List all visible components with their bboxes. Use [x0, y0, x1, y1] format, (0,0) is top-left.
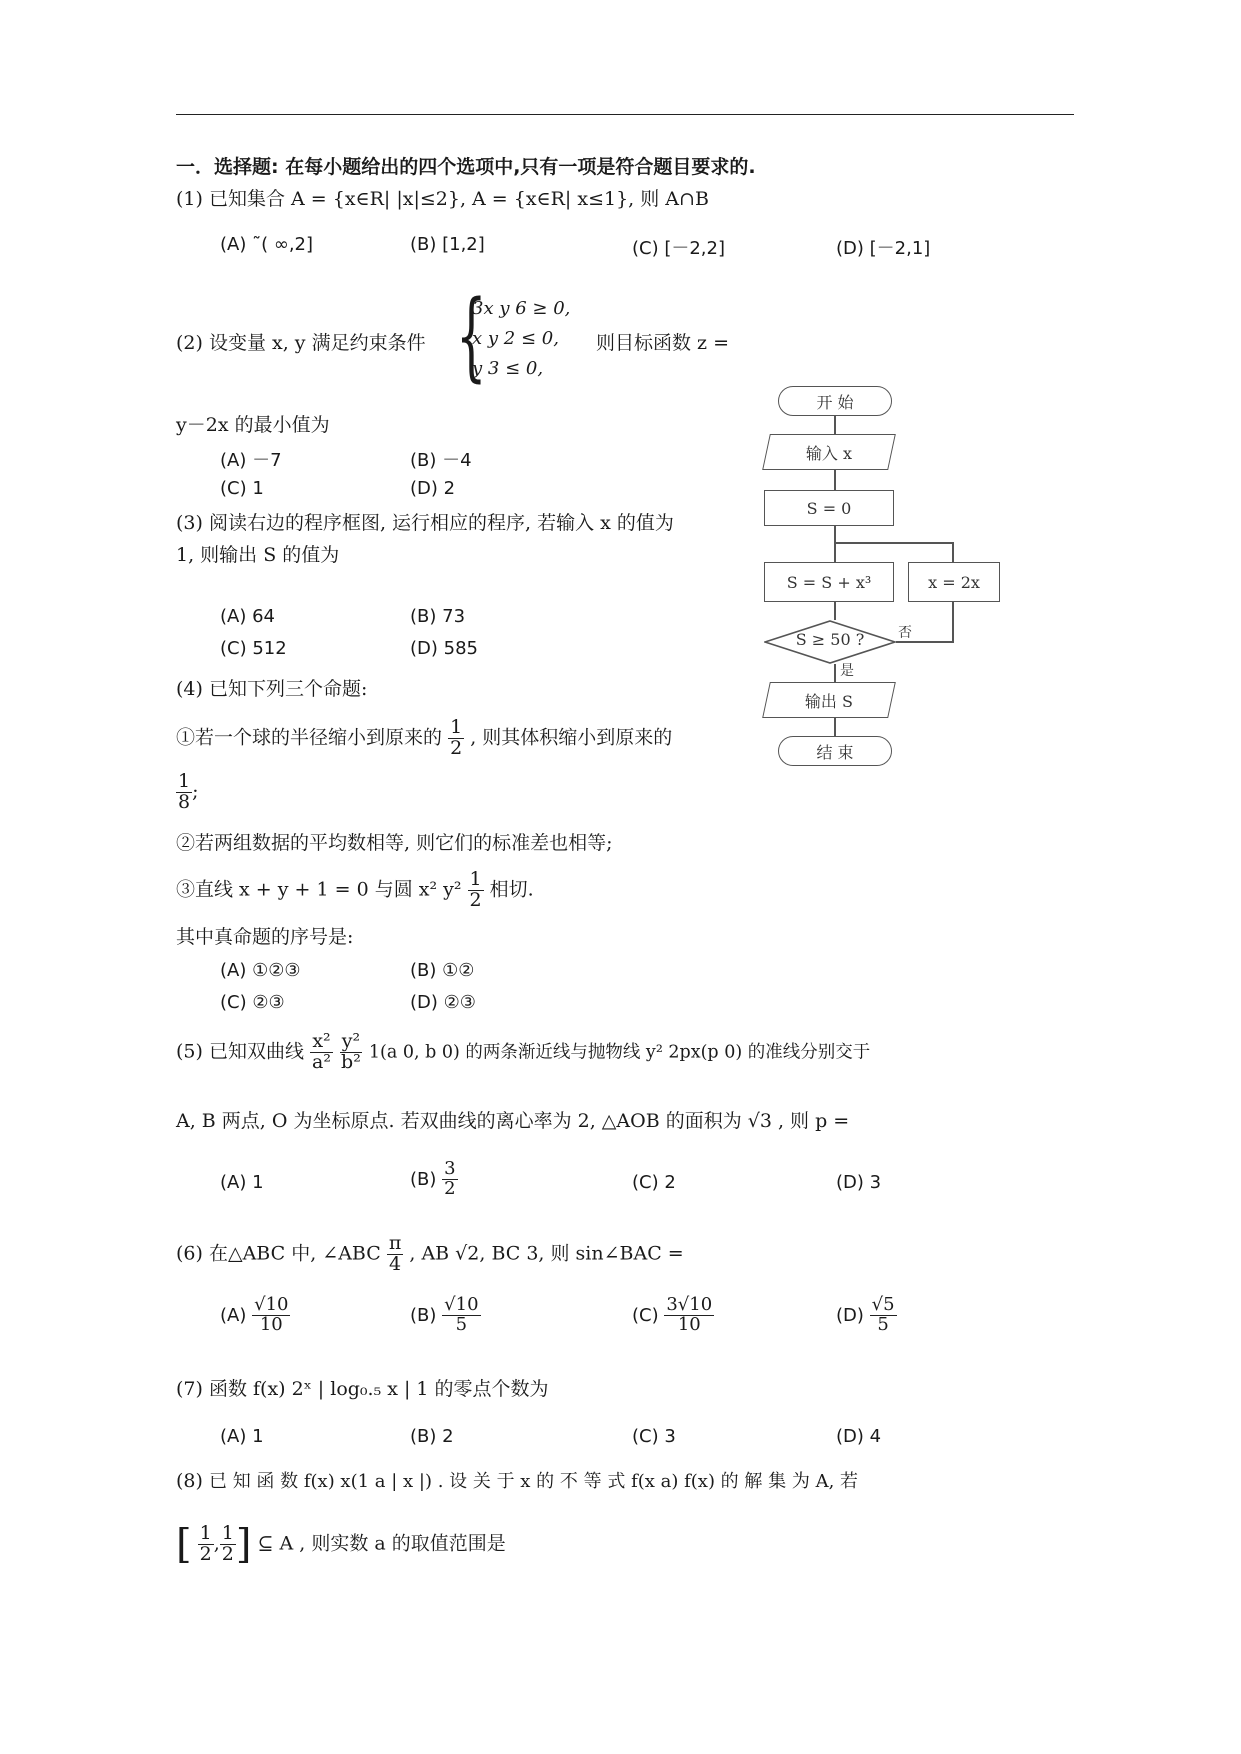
q5-option-a: (A) 1: [220, 1172, 264, 1193]
proposition-3-before: ③直线 x + y + 1 = 0 与圆 x² y²: [176, 878, 462, 901]
fraction-x2-a2: [310, 1032, 333, 1073]
fraction-numerator: 3: [444, 1158, 456, 1179]
option-label: (A): [220, 1304, 247, 1326]
q6-option-c: [632, 1296, 714, 1335]
question-2-stem: [176, 330, 426, 356]
q7-option-b: (B) 2: [410, 1426, 454, 1447]
q4-option-a: (A) ①②③: [220, 960, 301, 981]
fraction-denominator: 2: [199, 1542, 212, 1565]
flowchart-start: 开 始: [778, 386, 892, 416]
constraint-1: 3x y 6 ≥ 0,: [472, 298, 571, 319]
question-stem-cont: , AB √2, BC 3, 则 sin∠BAC =: [409, 1242, 684, 1265]
constraint-system: [472, 294, 570, 384]
fraction-numerator: 1: [450, 716, 463, 738]
constraint-brace: {: [456, 280, 487, 392]
fraction-numerator: y²: [341, 1030, 361, 1052]
flowchart-no-label: 否: [898, 625, 912, 641]
q7-option-c: (C) 3: [632, 1426, 676, 1447]
question-8-line2: [ $\frac{1}{2}$ , $\frac{1}{2}$ ] ⊆ A , 则实数 a 的取值范围是: [176, 1521, 506, 1568]
flowchart-no-up: [952, 602, 954, 642]
fraction-numerator: 1: [221, 1522, 234, 1544]
flowchart-input-label: 输入 x: [805, 443, 853, 463]
question-4: [176, 676, 367, 702]
flowchart-arrow: [834, 526, 836, 564]
question-1: [176, 186, 709, 212]
fraction-one-half: [468, 870, 484, 911]
constraint-3: y 3 ≤ 0,: [472, 358, 544, 379]
q4-option-c: (C) ②③: [220, 992, 285, 1013]
option-label: (B): [410, 1304, 437, 1326]
header-rule: [176, 114, 1074, 115]
fraction-denominator: a²: [312, 1050, 331, 1073]
proposition-1: [176, 718, 672, 759]
question-stem: 设变量 x, y 满足约束条件: [208, 332, 426, 354]
question-6: [176, 1234, 684, 1275]
flowchart-input: [762, 434, 896, 470]
q5-option-b: [410, 1160, 458, 1199]
flowchart-arrow: [834, 602, 836, 620]
fraction-denominator: 2: [444, 1177, 456, 1199]
question-stem: 已 知 函 数 f(x) x(1 a | x |) . 设 关 于 x 的 不 等 式 f(x a) f(x) 的 解 集 为 A, 若: [208, 1471, 859, 1492]
option-fraction: [252, 1296, 290, 1335]
flowchart-loop-top: [834, 542, 954, 544]
fraction-numerator: 1: [469, 868, 482, 890]
flowchart-output-label: 输出 S: [804, 691, 854, 711]
proposition-3-after: 相切.: [489, 878, 534, 901]
option-label: (D): [836, 1304, 864, 1326]
flowchart-end: 结 束: [778, 736, 892, 766]
q4-option-b: (B) ①②: [410, 960, 475, 981]
proposition-1-cont: [176, 772, 199, 813]
q6-option-b: [410, 1296, 481, 1335]
question-stem-cont: 1(a 0, b 0) 的两条渐近线与抛物线 y² 2px(p 0) 的准线分别交于: [368, 1042, 871, 1063]
question-8: [176, 1468, 858, 1495]
question-number: (3): [176, 512, 203, 534]
question-number: (8): [176, 1470, 203, 1492]
fraction-numerator: x²: [312, 1030, 331, 1052]
fraction-one-half: [448, 718, 464, 759]
interval-bracket-right: ]: [235, 1521, 252, 1568]
flowchart-init: S = 0: [764, 490, 894, 526]
q5-option-d: (D) 3: [836, 1172, 882, 1193]
fraction-denominator: b²: [341, 1050, 361, 1073]
q6-option-a: [220, 1296, 290, 1335]
q1-option-a: (A) ˜( ∞,2]: [220, 234, 314, 255]
option-fraction: [870, 1296, 897, 1335]
q3-option-c: (C) 512: [220, 638, 287, 659]
question-stem: 已知下列三个命题:: [208, 678, 368, 700]
question-stem: 已知集合 A = {x∈R| |x|≤2}, A = {x∈R| x≤1}, 则 A∩B: [208, 188, 709, 210]
flowchart-arrow: [834, 416, 836, 434]
question-3: [176, 510, 674, 536]
q2-option-b: (B) －4: [410, 450, 472, 471]
flowchart-condition: S ≥ 50 ?: [795, 630, 865, 649]
q1-option-c: (C) [－2,2]: [632, 238, 726, 259]
flowchart-yes-label: 是: [840, 663, 854, 679]
proposition-1-before: ①若一个球的半径缩小到原来的: [176, 726, 443, 749]
question-number: (4): [176, 678, 203, 700]
flowchart-arrow: [834, 718, 836, 736]
q2-option-a: (A) －7: [220, 450, 282, 471]
fraction-numerator: √10: [254, 1294, 289, 1315]
q3-option-d: (D) 585: [410, 638, 478, 659]
question-7: [176, 1376, 549, 1402]
q3-option-b: (B) 73: [410, 606, 466, 627]
q4-option-d: (D) ②③: [410, 992, 476, 1013]
flowchart-update: S = S + x³: [764, 562, 894, 602]
fraction-denominator: 10: [677, 1313, 701, 1335]
question-stem: 函数 f(x) 2ˣ | log₀.₅ x | 1 的零点个数为: [208, 1378, 549, 1400]
question-2-objective: 则目标函数 z =: [596, 332, 730, 354]
fraction-one-half: [220, 1524, 236, 1565]
fraction-numerator: π: [388, 1232, 402, 1254]
option-fraction: [442, 1296, 480, 1335]
option-label: (C): [632, 1304, 659, 1326]
fraction-numerator: √5: [871, 1294, 895, 1315]
question-number: (1): [176, 188, 203, 210]
q7-option-a: (A) 1: [220, 1426, 264, 1447]
flowchart-loop-up: [952, 542, 954, 562]
fraction-y2-b2: [339, 1032, 363, 1073]
fraction-denominator: 5: [877, 1313, 889, 1335]
fraction-denominator: 10: [259, 1313, 283, 1335]
option-fraction: [664, 1296, 714, 1335]
q1-option-d: (D) [－2,1]: [836, 238, 931, 259]
question-3-line2: 1, 则输出 S 的值为: [176, 544, 340, 566]
question-2-line2: y－2x 的最小值为: [176, 414, 330, 436]
section-title: 一．选择题: 在每小题给出的四个选项中,只有一项是符合题目要求的.: [176, 156, 756, 178]
proposition-1-after: , 则其体积缩小到原来的: [470, 726, 673, 749]
question-5-line2: A, B 两点, O 为坐标原点. 若双曲线的离心率为 2, △AOB 的面积为 √3 , 则 p =: [176, 1110, 850, 1132]
question-5: [176, 1032, 870, 1073]
interval-bracket-left: [: [176, 1521, 192, 1568]
fraction-numerator: 3√10: [666, 1294, 713, 1315]
fraction-three-halves: [442, 1160, 457, 1199]
fraction-one-eighth: [176, 772, 192, 813]
question-4-ask: 其中真命题的序号是:: [176, 926, 354, 948]
question-stem: 已知双曲线: [208, 1040, 304, 1063]
q5-option-c: (C) 2: [632, 1172, 676, 1193]
flowchart-arrow: [834, 470, 836, 490]
constraint-2: x y 2 ≤ 0,: [472, 328, 559, 349]
fraction-denominator: 5: [455, 1313, 468, 1335]
fraction-denominator: 2: [221, 1542, 234, 1565]
fraction-pi-4: [387, 1234, 404, 1275]
flowchart-double: x = 2x: [908, 562, 1000, 602]
q7-option-d: (D) 4: [836, 1426, 882, 1447]
fraction-numerator: √10: [444, 1294, 479, 1315]
proposition-3: [176, 870, 534, 911]
fraction-denominator: 8: [178, 790, 191, 813]
question-number: (5): [176, 1040, 203, 1063]
fraction-numerator: 1: [199, 1522, 212, 1544]
proposition-1-end: ;: [192, 780, 199, 803]
option-label: (B): [410, 1168, 437, 1190]
q6-option-d: [836, 1296, 897, 1335]
fraction-denominator: 2: [469, 888, 482, 911]
fraction-numerator: 1: [178, 770, 191, 792]
fraction-denominator: 2: [450, 736, 463, 759]
flowchart-arrow: [834, 664, 836, 682]
question-number: (2): [176, 332, 203, 354]
q2-option-d: (D) 2: [410, 478, 456, 499]
flowchart-output: [762, 682, 896, 718]
question-stem: 阅读右边的程序框图, 运行相应的程序, 若输入 x 的值为: [208, 512, 674, 534]
fraction-denominator: 4: [389, 1252, 402, 1275]
q2-option-c: (C) 1: [220, 478, 264, 499]
question-8-stem-cont: ⊆ A , 则实数 a 的取值范围是: [257, 1532, 506, 1555]
question-number: (6): [176, 1242, 203, 1265]
question-stem: 在△ABC 中, ∠ABC: [208, 1242, 381, 1265]
question-number: (7): [176, 1378, 203, 1400]
q3-option-a: (A) 64: [220, 606, 275, 627]
proposition-2: ②若两组数据的平均数相等, 则它们的标准差也相等;: [176, 832, 613, 854]
fraction-one-half: [198, 1524, 214, 1565]
q1-option-b: (B) [1,2]: [410, 234, 485, 255]
